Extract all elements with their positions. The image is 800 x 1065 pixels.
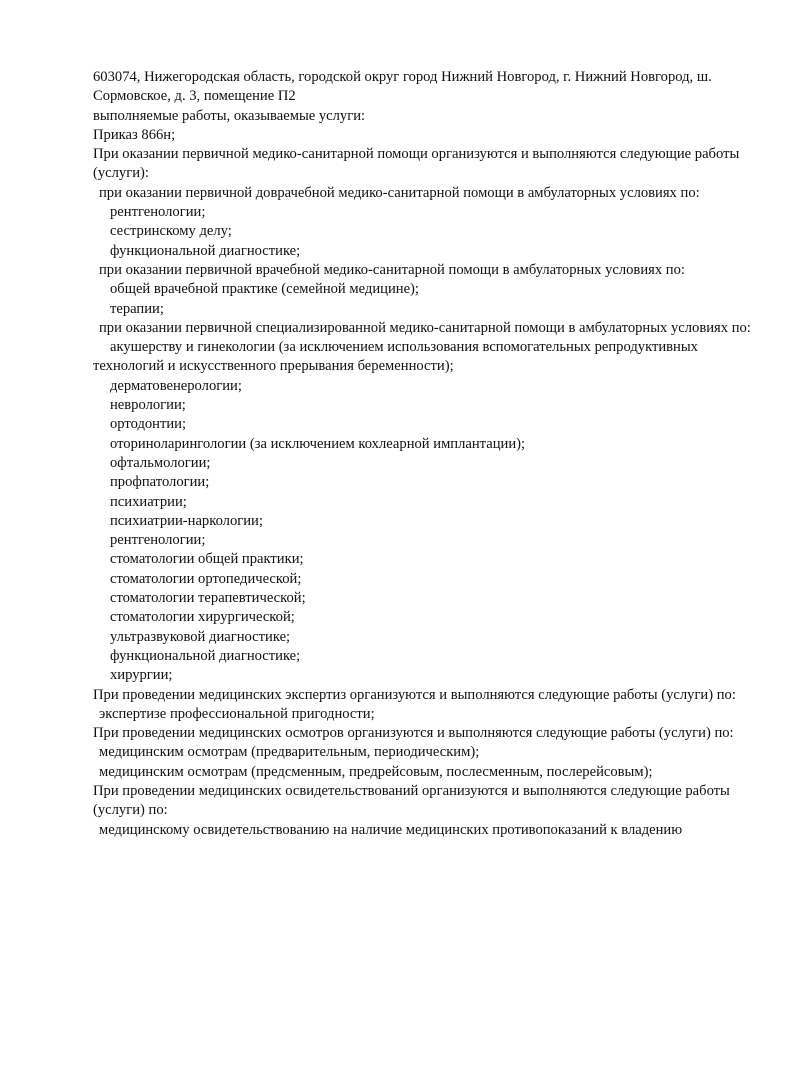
list-item: функциональной диагностике; [110,242,301,259]
list-subheading: при оказании первичной врачебной медико-санитарной помощи в амбулаторных условиях по: [99,261,685,278]
paragraph: При проведении медицинских освидетельствований организуются и выполняются следующие работы (услуги) по: [93,782,730,819]
paragraph: При проведении медицинских экспертиз организуются и выполняются следующие работы (услуги) по: [93,686,736,703]
list-item: рентгенологии; [110,204,206,221]
list-item: неврологии; [110,397,186,414]
list-item: общей врачебной практике (семейной медицине); [110,281,419,298]
paragraph: При оказании первичной медико-санитарной помощи организуются и выполняются следующие работы (услуги): [93,146,740,182]
paragraph: 603074, Нижегородская область, городской округ город Нижний Новгород, г. Нижний Новгород, ш. Сормовское, д. 3, помещение П2 [93,69,712,105]
document-page [93,68,763,840]
list-item: стоматологии ортопедической; [110,570,302,587]
list-item: психиатрии-наркологии; [110,512,263,529]
list-item: оториноларингологии (за исключением кохлеарной имплантации); [110,435,526,452]
list-item: ортодонтии; [110,416,187,433]
list-item: дерматовенерологии; [110,377,242,394]
list-item: стоматологии терапевтической; [110,590,306,607]
list-item: акушерству и гинекологии (за исключением использования вспомогательных репродуктивных технологий и искусственного прерывания беременности); [93,339,698,375]
list-item: функциональной диагностике; [110,647,301,664]
paragraph: выполняемые работы, оказываемые услуги: [93,107,366,124]
list-item: офтальмологии; [110,454,211,471]
list-item: стоматологии хирургической; [110,609,295,626]
list-item: профпатологии; [110,474,210,491]
list-subheading: при оказании первичной специализированной медико-санитарной помощи в амбулаторных условиях по: [99,319,751,336]
list-subheading: медицинским осмотрам (предварительным, периодическим); [99,744,480,761]
list-subheading: экспертизе профессиональной пригодности; [99,705,375,722]
list-item: ультразвуковой диагностике; [110,628,291,645]
list-item: терапии; [110,300,164,317]
list-item: психиатрии; [110,493,187,510]
paragraph: При проведении медицинских осмотров организуются и выполняются следующие работы (услуги) по: [93,725,734,742]
list-item: стоматологии общей практики; [110,551,304,568]
list-subheading: медицинским осмотрам (предсменным, предрейсовым, послесменным, послерейсовым); [99,763,653,780]
list-subheading: медицинскому освидетельствованию на наличие медицинских противопоказаний к владению [99,821,683,838]
list-item: хирургии; [110,667,173,684]
list-item: сестринскому делу; [110,223,232,240]
paragraph: Приказ 866н; [93,126,176,143]
list-item: рентгенологии; [110,532,206,549]
list-subheading: при оказании первичной доврачебной медико-санитарной помощи в амбулаторных условиях по: [99,184,700,201]
